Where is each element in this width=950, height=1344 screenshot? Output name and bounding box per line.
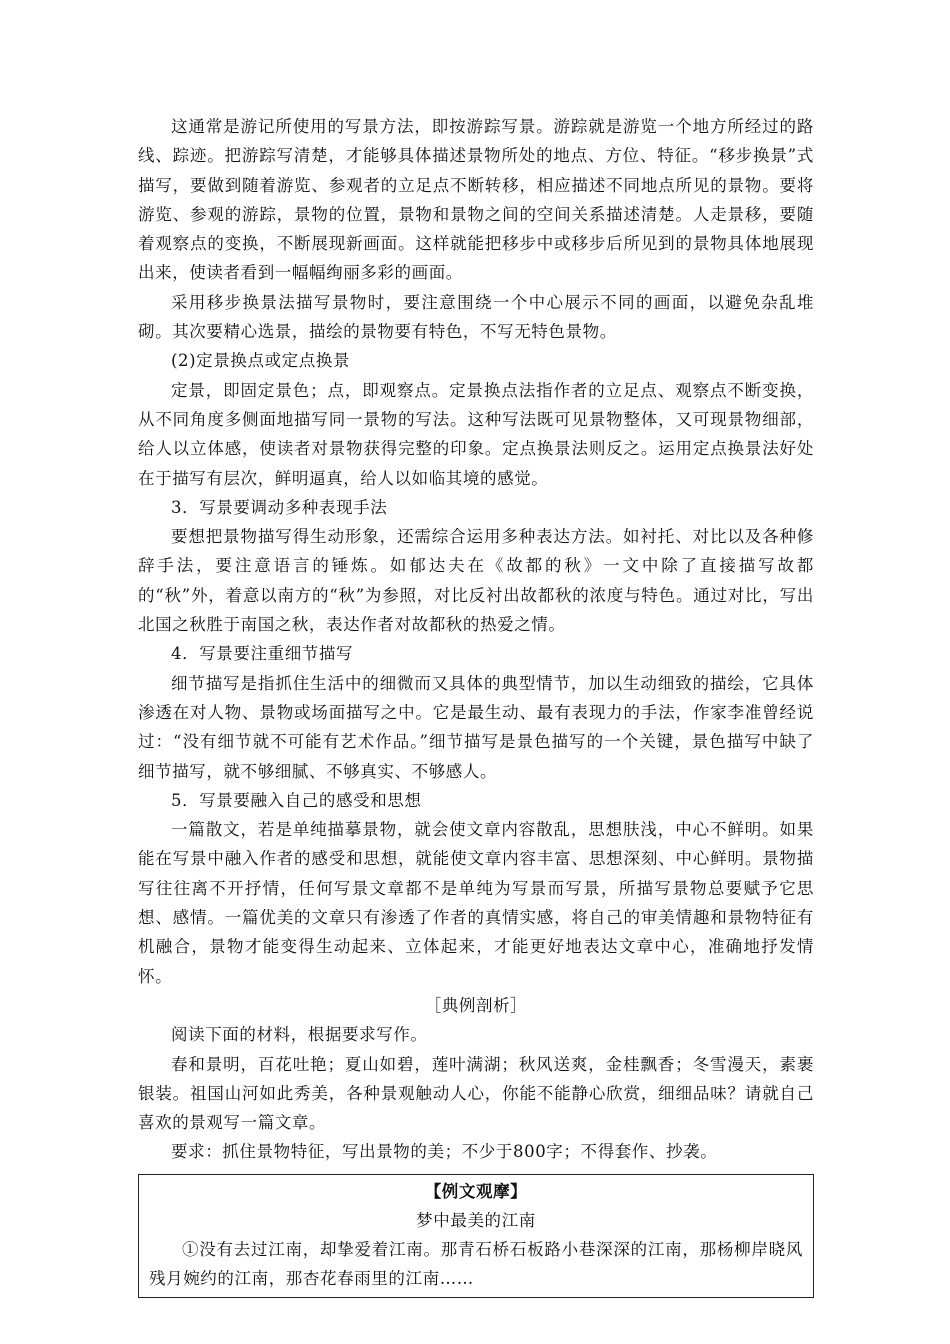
sample-essay-text: ①没有去过江南，却挚爱着江南。那青石桥石板路小巷深深的江南，那杨柳岸晓风残月婉约的江南，那杏花春雨里的江南…… (149, 1239, 803, 1288)
example-requirements: 要求：抓住景物特征，写出景物的美；不少于800字；不得套作、抄袭。 (171, 1142, 718, 1162)
paragraph-yibu-note: 采用移步换景法描写景物时，要注意围绕一个中心展示不同的画面，以避免杂乱堆砌。其次要精心选景，描绘的景物要有特色，不写无特色景物。 (138, 292, 814, 342)
sample-essay-box (138, 1174, 814, 1298)
paragraph-xijie: 细节描写是指抓住生活中的细微而又具体的典型情节，加以生动细致的描绘，它具体渗透在对人物、景物或场面描写之中。它是最生动、最有表现力的手法，作家李准曾经说过：“没有细节就不可能有艺术作品。”细节描写是景色描写的一个关键，景色描写中缺了细节描写，就不够细腻、不够真实、不够感人。 (138, 673, 814, 781)
paragraph-youzong: 这通常是游记所使用的写景方法，即按游踪写景。游踪就是游览一个地方所经过的路线、踪迹。把游踪写清楚，才能够具体描述景物所处的地点、方位、特征。“移步换景”式描写，要做到随着游览、参观者的立足点不断转移，相应描述不同地点所见的景物。要将游览、参观的游踪，景物的位置，景物和景物之间的空间关系描述清楚。人走景移，要随着观察点的变换，不断展现新画面。这样就能把移步中或移步后所见到的景物具体地展现出来，使读者看到一幅幅绚丽多彩的画面。 (138, 117, 814, 283)
sample-essay-label: 【例文观摩】 (424, 1181, 528, 1201)
document-page (138, 112, 814, 1298)
section-heading-5: 5．写景要融入自己的感受和思想 (171, 790, 422, 810)
example-material: 春和景明，百花吐艳；夏山如碧，莲叶满湖；秋风送爽，金桂飘香；冬雪漫天，素裹银装。祖国山河如此秀美，各种景观触动人心，你能不能静心欣赏，细细品味？请就自己喜欢的景观写一篇文章。 (138, 1054, 814, 1133)
example-heading: ［典例剖析］ (424, 995, 528, 1015)
section-heading-4: 4．写景要注重细节描写 (171, 644, 354, 664)
paragraph-ganshou: 一篇散文，若是单纯描摹景物，就会使文章内容散乱，思想肤浅，中心不鲜明。如果能在写景中融入作者的感受和思想，就能使文章内容丰富、思想深刻、中心鲜明。景物描写往往离不开抒情，任何写景文章都不是单纯为写景而写景，所描写景物总要赋予它思想、感情。一篇优美的文章只有渗透了作者的真情实感，将自己的审美情趣和景物特征有机融合，景物才能变得生动起来、立体起来，才能更好地表达文章中心，准确地抒发情怀。 (138, 820, 814, 986)
sample-essay-title: 梦中最美的江南 (416, 1210, 536, 1230)
paragraph-dingjing: 定景，即固定景色；点，即观察点。定景换点法指作者的立足点、观察点不断变换，从不同角度多侧面地描写同一景物的写法。这种写法既可见景物整体，又可现景物细部，给人以立体感，使读者对景物获得完整的印象。定点换景法则反之。运用定点换景法好处在于描写有层次，鲜明逼真，给人以如临其境的感觉。 (138, 380, 814, 488)
section-heading-3: 3．写景要调动多种表现手法 (171, 497, 388, 517)
section-heading-dingjing: (2)定景换点或定点换景 (171, 351, 351, 371)
example-instruction: 阅读下面的材料，根据要求写作。 (171, 1025, 428, 1045)
paragraph-biaoxian: 要想把景物描写得生动形象，还需综合运用多种表达方法。如衬托、对比以及各种修辞手法，要注意语言的锤炼。如郁达夫在《故都的秋》一文中除了直接描写故都的“秋”外，着意以南方的“秋”为参照，对比反衬出故都秋的浓度与特色。通过对比，写出北国之秋胜于南国之秋，表达作者对故都秋的热爱之情。 (138, 527, 814, 635)
